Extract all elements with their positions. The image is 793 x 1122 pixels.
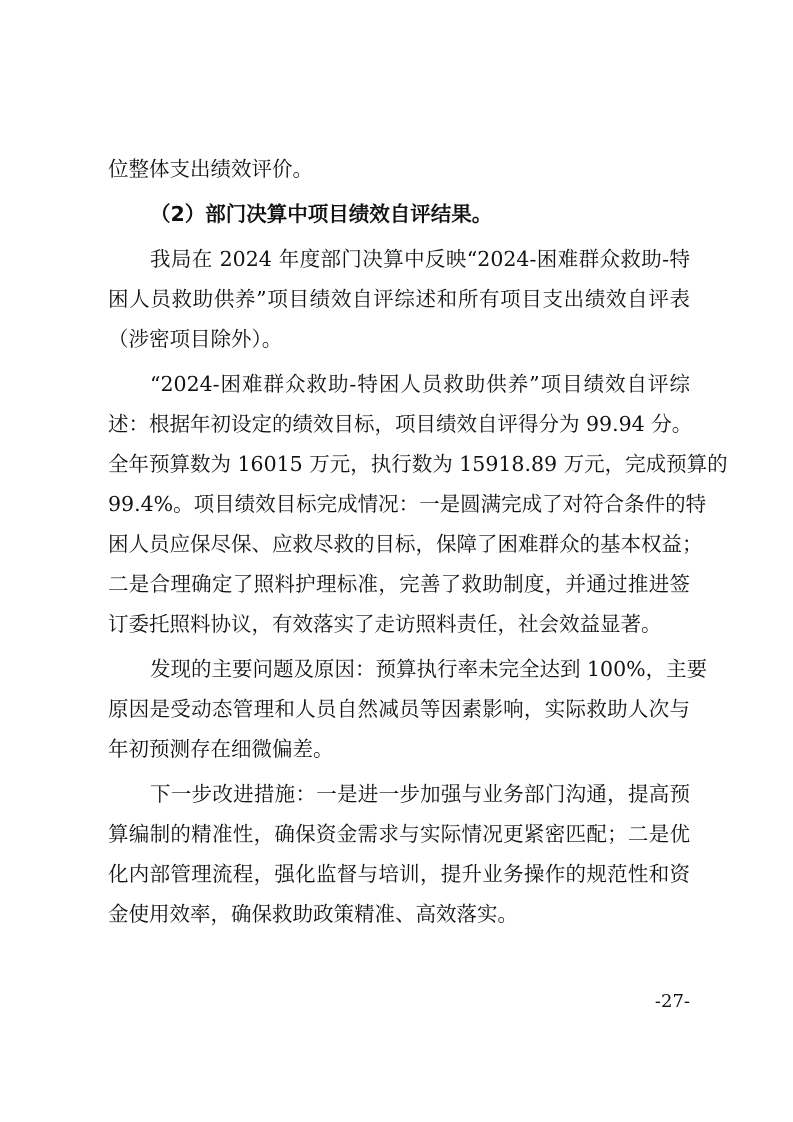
- paragraph-line: 二是合理确定了照料护理标准，完善了救助制度，并通过推进签: [108, 572, 690, 596]
- paragraph-line: 化内部管理流程，强化监督与培训，提升业务操作的规范性和资: [108, 862, 690, 886]
- paragraph-line: 发现的主要问题及原因：预算执行率未完全达到 100%，主要: [150, 657, 708, 681]
- paragraph-line: 算编制的精准性，确保资金需求与实际情况更紧密匹配；二是优: [108, 822, 690, 846]
- section-heading: （2）部门决算中项目绩效自评结果。: [150, 202, 493, 226]
- paragraph-line: 困人员应保尽保、应救尽救的目标，保障了困难群众的基本权益；: [108, 532, 703, 556]
- paragraph-line: “2024-困难群众救助-特困人员救助供养”项目绩效自评综: [150, 372, 690, 396]
- paragraph-line: 下一步改进措施：一是进一步加强与业务部门沟通，提高预: [150, 782, 690, 806]
- paragraph-line: 困人员救助供养”项目绩效自评综述和所有项目支出绩效自评表: [108, 287, 690, 311]
- paragraph-line: 99.4%。项目绩效目标完成情况：一是圆满完成了对符合条件的特: [108, 492, 707, 516]
- paragraph-line: （涉密项目除外）。: [108, 327, 283, 351]
- paragraph-line: 年初预测存在细微偏差。: [108, 737, 334, 761]
- page-number: -27-: [654, 991, 690, 1012]
- paragraph-line: 全年预算数为 16015 万元，执行数为 15918.89 万元，完成预算的: [108, 452, 728, 476]
- paragraph-line: 金使用效率，确保救助政策精准、高效落实。: [108, 902, 518, 926]
- paragraph-line: 我局在 2024 年度部门决算中反映“2024-困难群众救助-特: [150, 247, 690, 271]
- paragraph-line: 订委托照料协议，有效落实了走访照料责任，社会效益显著。: [108, 612, 662, 636]
- paragraph-line: 述：根据年初设定的绩效目标，项目绩效自评得分为 99.94 分。: [108, 412, 693, 436]
- paragraph-line: 原因是受动态管理和人员自然减员等因素影响，实际救助人次与: [108, 697, 690, 721]
- paragraph-line: 位整体支出绩效评价。: [108, 157, 313, 181]
